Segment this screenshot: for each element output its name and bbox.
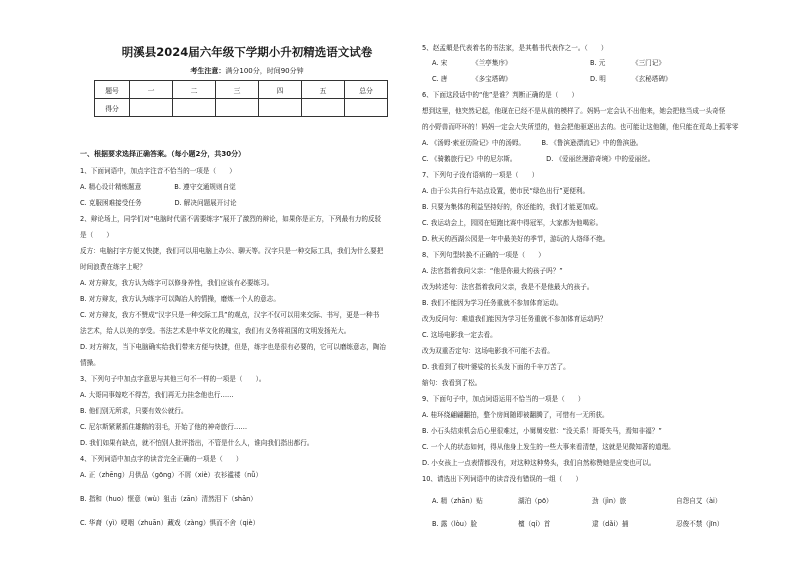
option-line: A. 对方辩友，我方认为练字可以修身养性，我们应该有必要练习。 bbox=[80, 279, 274, 287]
score-header-cell: 题号 bbox=[95, 81, 130, 99]
option-line: C. 尼尔斯紧紧抓住雄鹅的羽毛，开始了他的神奇旅行…… bbox=[80, 423, 248, 431]
option-line: A. 桂环绕翩翩翻拍，整个房间随即被翻腾了，可惜有一无所获。 bbox=[422, 411, 609, 419]
q10-option: 自怨自艾（ài） bbox=[676, 497, 722, 505]
passage-line: 想到这里，他突然记起，他现在已经不是从前的模样了。妈妈一定会认不出他来，她会把他当成一头奇怪 bbox=[422, 107, 726, 115]
option-line: 改为双重否定句：这场电影我不可能不去看。 bbox=[422, 347, 554, 355]
q10-option: 忍俊不禁（jīn） bbox=[676, 520, 724, 528]
score-table-header-row bbox=[95, 81, 388, 99]
option-line: 法艺术，给人以美的享受。书法艺术是中华文化的瑰宝，我们有义务将祖国的文明发扬光大。 bbox=[80, 327, 351, 335]
option-line: 缩句：我看到了松。 bbox=[422, 379, 482, 387]
option-line: D. 我们如果有缺点，就不怕别人批评指出，不管是什么人，谁向我们指出都行。 bbox=[80, 439, 314, 447]
score-header-cell: 五 bbox=[302, 81, 345, 99]
q5-option: 《兰亭集序》 bbox=[472, 59, 512, 67]
q5-option: B. 元 bbox=[590, 59, 606, 67]
score-header-cell: 四 bbox=[259, 81, 302, 99]
option-line: 改为转述句：法官指着我问父亲，我是不是他最大的孩子。 bbox=[422, 283, 594, 291]
score-header-cell: 三 bbox=[216, 81, 259, 99]
q5-option: A. 宋 bbox=[432, 59, 448, 67]
score-header-cell: 一 bbox=[130, 81, 173, 99]
score-row-label: 得分 bbox=[95, 99, 130, 117]
option-line: D. 我看到了枝叶婆娑的长头发下面的千辛万苦了。 bbox=[422, 363, 570, 371]
score-cell[interactable] bbox=[302, 99, 345, 117]
notice-text: 满分100分，时间90分钟 bbox=[225, 67, 304, 75]
option-line: A. 精心设计精炼题意 B. 遵守交通规则自觉 bbox=[80, 183, 236, 191]
option-line: C. 克服困难接受任务 D. 解决问题展开讨论 bbox=[80, 199, 237, 207]
option-line: B. 指和（huo）惬意（wù）狙击（zān）清然泪下（shān） bbox=[80, 495, 257, 503]
score-cell[interactable] bbox=[345, 99, 388, 117]
q5-option: D. 明 bbox=[590, 75, 606, 83]
score-cell[interactable] bbox=[259, 99, 302, 117]
q10-option: 檀（qí）首 bbox=[518, 520, 551, 528]
q5-option: 《三门记》 bbox=[632, 59, 665, 67]
option-line: B. 对方辩友，我方认为练字可以陶冶人的情操，磨炼一个人的意志。 bbox=[80, 295, 280, 303]
option-line: C. 华裔（yì）哽咽（zhuān）藏戏（zàng）惧而不舍（qiè） bbox=[80, 519, 260, 527]
question-line: 5、赵孟頫是代表着名的书法家，是其楷书代表作之一。（ ） bbox=[422, 44, 608, 52]
option-line: B. 他们别无所求，只要有效公就行。 bbox=[80, 407, 188, 415]
option-line: A. 由于公共自行车站点设置，使市民“绿色出行”更便利。 bbox=[422, 187, 590, 195]
question-line: 7、下列句子没有语病的一项是（ ） bbox=[422, 171, 539, 179]
q10-option: A. 精（zhān）贴 bbox=[432, 497, 483, 505]
option-line: 情操。 bbox=[80, 359, 100, 367]
option-line: A. 正（zhēng）月供品（gōng）不屑（xiè）衣衫褴褛（nǚ） bbox=[80, 471, 263, 479]
option-line: B. 小石头结束机会后心里很难过，小舅舅安慰：“没关系！哥哥失马，焉知非福？” bbox=[422, 427, 662, 435]
question-line: 6、下面这段话中的“他”是谁？判断正确的是（ ） bbox=[422, 91, 579, 99]
question-line: 是（ ） bbox=[80, 231, 113, 239]
question-line: 9、下面句子中，加点词语运用不恰当的一项是（ ） bbox=[422, 395, 585, 403]
score-header-cell: 二 bbox=[173, 81, 216, 99]
option-line: D. 对方辩友，当下电脑确实给我们带来方便与快捷，但是，练字也是很有必要的，它可以磨练意志，陶冶 bbox=[80, 343, 386, 351]
passage-line: 反方：电脑打字方便又快捷，我们可以用电脑上办公、聊天等。汉字只是一种交际工具，我们为什么要把 bbox=[80, 247, 384, 255]
option-line: C. 我运动会上，园园在短跑比赛中得冠军，大家都为他喝彩。 bbox=[422, 219, 603, 227]
q5-option: 《多宝塔碑》 bbox=[472, 75, 512, 83]
score-cell[interactable] bbox=[130, 99, 173, 117]
exam-notice bbox=[80, 66, 414, 76]
option-line: C. 对方辩友，我方不赞成“汉字只是一种交际工具”的观点，汉字不仅可以用来交际、书写，更是一种书 bbox=[80, 311, 380, 319]
score-header-cell: 总分 bbox=[345, 81, 388, 99]
option-line: A. 《汤姆·索亚历险记》中的汤姆。 B. 《鲁滨逊漂流记》中的鲁滨逊。 bbox=[422, 139, 643, 147]
score-table-score-row bbox=[95, 99, 388, 117]
q5-option: 《玄秘塔碑》 bbox=[632, 75, 672, 83]
question-line: 1、下面词语中，加点字注音不恰当的一项是（ ） bbox=[80, 167, 236, 175]
option-line: C. 《骑鹅旅行记》中的尼尔斯。 D. 《爱丽丝漫游奇境》中的爱丽丝。 bbox=[422, 155, 655, 163]
q10-option: 湖泊（pō） bbox=[518, 497, 553, 505]
question-line: 10、请选出下列词语中的读音没有错误的一组（ ） bbox=[422, 475, 583, 483]
section-heading: 一、根据要求选择正确答案。（每小题2分，共30分） bbox=[80, 150, 246, 158]
option-line: C. 这场电影我一定去看。 bbox=[422, 331, 497, 339]
q10-option: 逮（dǎi）捕 bbox=[592, 520, 629, 528]
option-line: B. 我们不能因为学习任务重就不参加体育运动。 bbox=[422, 299, 563, 307]
q10-option: B. 露（lòu）脸 bbox=[432, 520, 478, 528]
option-line: A. 大哥同事嫁吃不得苦，我们再无力挂念他也行…… bbox=[80, 391, 234, 399]
q10-option: 劲（jìn）旅 bbox=[592, 497, 627, 505]
passage-line: 时间浪费在练字上呢？ bbox=[80, 263, 146, 271]
question-line: 2、辩论场上，同学们对“电脑时代需不需要练字”展开了激烈的辩论，如果你是正方，下列最有力的反驳 bbox=[80, 215, 382, 223]
option-line: 改为反问句：难道我们能因为学习任务重就不参加体育运动吗？ bbox=[422, 315, 607, 323]
page-title: 明溪县2024届六年级下学期小升初精选语文试卷 bbox=[121, 45, 373, 59]
question-line: 3、下列句子中加点字意思与其他三句不一样的一项是（ ）。 bbox=[80, 375, 266, 383]
q5-option: C. 唐 bbox=[432, 75, 448, 83]
option-line: A. 法官指着我问父亲：“他是你最大的孩子吗？” bbox=[422, 267, 563, 275]
score-table bbox=[94, 80, 388, 117]
score-cell[interactable] bbox=[173, 99, 216, 117]
notice-label: 考生注意： bbox=[190, 67, 226, 75]
option-line: C. 一个人的状态如何，得从他身上发生的一些大事来看清楚，这就是见微知著的道理。 bbox=[422, 443, 675, 451]
question-line: 8、下列句型转换不正确的一项是（ ） bbox=[422, 251, 545, 259]
question-line: 4、下列词语中加点字的读音完全正确的一项是（ ） bbox=[80, 455, 243, 463]
passage-line: 的小野兽而吓坏的！妈妈一定会大失所望的，他会把他驱逐出去的。也可能让这他随，他只能在荒岛上孤零零 bbox=[422, 123, 739, 131]
option-line: B. 只要为集体的利益坚持好的，你还能的，我们才能更加成。 bbox=[422, 203, 603, 211]
option-line: D. 小女孩上一点表情都没有，对这种这种势头，我们自然称赞她是应变也可以。 bbox=[422, 459, 656, 467]
score-cell[interactable] bbox=[216, 99, 259, 117]
option-line: D. 秋天的西湖公园是一年中最美好的季节，游玩的人络绎不绝。 bbox=[422, 235, 610, 243]
